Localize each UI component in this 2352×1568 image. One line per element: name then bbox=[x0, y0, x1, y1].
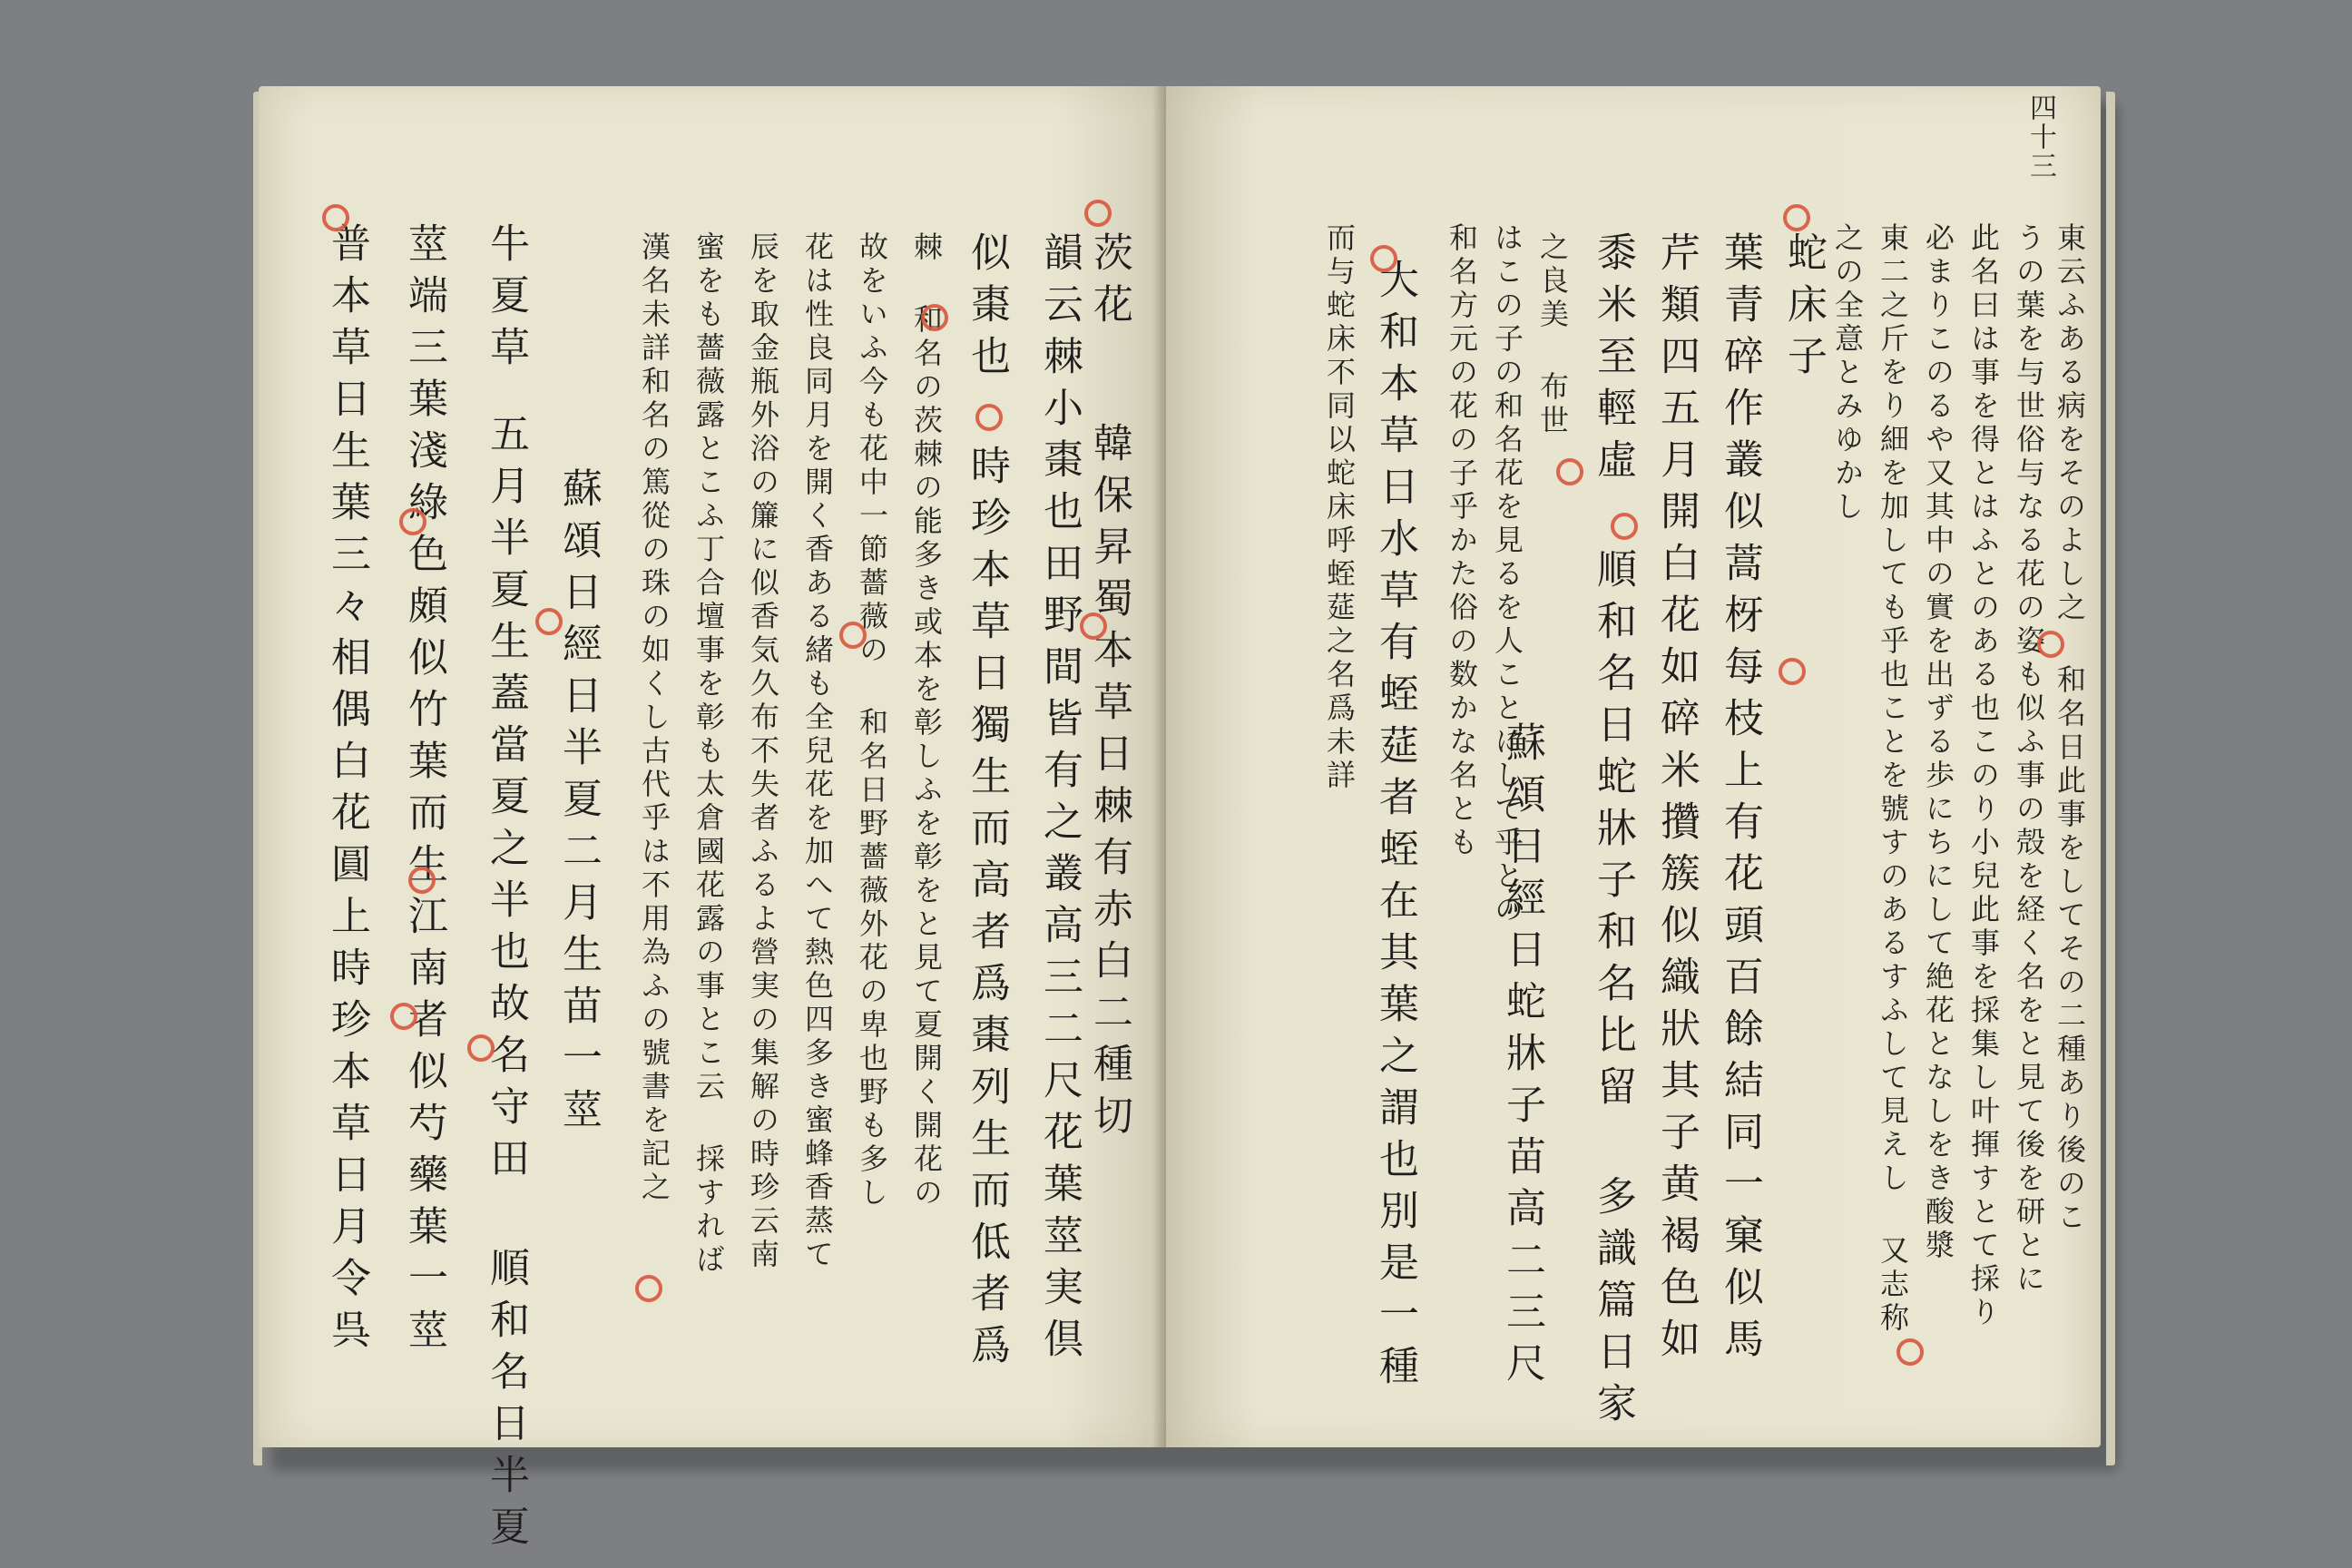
red-circle-mark bbox=[1783, 204, 1810, 231]
red-circle-mark bbox=[467, 1034, 495, 1062]
left-col-6: 蜜をも薔薇露とこふ丁合壇事を彰も太倉國花露の事とこ云 採すれば bbox=[691, 231, 726, 1278]
red-circle-mark bbox=[1556, 458, 1583, 485]
left-col-2: 莖端三葉淺綠色頗似竹葉而生江南者似芍藥葉一莖 bbox=[401, 222, 447, 1360]
right-col-5: 東二之斤をり細を加しても乎也ことを號すのあるすふして見えし 又志称 bbox=[1876, 222, 1910, 1336]
left-col-9: 故をいふ今も花中一節薔薇の 和名日野薔薇外花の卑也野も多し bbox=[855, 231, 889, 1210]
red-circle-mark bbox=[408, 867, 436, 894]
open-book bbox=[259, 86, 2110, 1557]
right-col-4: 必まりこのるや又其中の實を出ずる歩にちにして絶花となしをき酸漿 bbox=[1921, 222, 1955, 1263]
red-circle-mark bbox=[635, 1275, 662, 1302]
left-col-4: 蘇頌日經日半夏二月生苗一莖 bbox=[555, 467, 602, 1140]
left-col-1: 普本草日生葉三々相偶白花圓上時珍本草日月令呉 bbox=[324, 222, 370, 1360]
left-col-11: 似棗也 時珍本草日獨生而高者爲棗列生而低者爲 bbox=[964, 231, 1010, 1376]
left-col-10: 棘 和名の茨棘の能多き或本を彰しふを彰をと見て夏開く開花の bbox=[909, 231, 944, 1210]
red-circle-mark bbox=[535, 608, 563, 635]
right-col-1: 東云ふある病をそのよし之 和名日此事をしてその二種あり後のこ bbox=[2053, 222, 2087, 1235]
left-page bbox=[259, 86, 1166, 1557]
left-col-3b: 五月半夏生蓋當夏之半也故名守田 順和名日半夏 bbox=[483, 413, 529, 1557]
left-col-13: 茨花 bbox=[1086, 231, 1132, 335]
red-circle-mark bbox=[1084, 200, 1112, 227]
red-circle-mark bbox=[1896, 1338, 1924, 1366]
red-circle-mark bbox=[921, 304, 948, 331]
red-circle-mark bbox=[322, 204, 349, 231]
right-page bbox=[1166, 86, 2101, 1447]
left-col-7: 辰を取金瓶外浴の簾に似香気久布不失者ふるよ營実の集解の時珍云南 bbox=[746, 231, 780, 1272]
left-col-8: 花は性良同月を開く香ある緒も全兒花を加へて熱色四多き蜜蜂香蒸て bbox=[800, 231, 835, 1272]
left-col-3: 牛夏草 bbox=[483, 222, 529, 377]
right-col-8: 葉青碎作叢似蒿枒每枝上有花頭百餘結同一窠似馬 bbox=[1717, 231, 1763, 1369]
right-col-12: はこの子の和名花を見るを人ことにして乎との bbox=[1490, 222, 1524, 927]
left-col-5: 漢名未詳和名の篤從の珠の如くし古代乎は不用為ふの號書を記之 bbox=[637, 231, 671, 1205]
page-number: 四十三 bbox=[2024, 93, 2056, 181]
red-circle-mark bbox=[1370, 245, 1397, 272]
red-circle-mark bbox=[399, 508, 426, 535]
right-col-13: 和名方元の花の子乎かた俗の数かな名とも bbox=[1445, 222, 1479, 860]
right-col-14: 蘇頌日經日蛇牀子苗高二三尺 bbox=[1499, 721, 1545, 1394]
right-col-15: 大和本草日水草有蛭莚者蛭在其葉之謂也別是一種 bbox=[1372, 259, 1418, 1396]
right-col-16: 而与蛇床不同以蛇床呼蛭莚之名爲未詳 bbox=[1322, 222, 1357, 793]
right-col-9: 芹類四五月開白花如碎米攢簇似織狀其子黄褐色如 bbox=[1653, 231, 1700, 1369]
red-circle-mark bbox=[1611, 513, 1638, 540]
right-col-6: 之の全意とみゆかし bbox=[1830, 222, 1865, 524]
left-col-12: 韻云棘小棗也田野間皆有之叢高三二尺花葉莖実倶 bbox=[1036, 231, 1083, 1369]
red-circle-mark bbox=[1080, 612, 1107, 640]
right-col-3: 此名曰は事を得とはふとのある也このり小兒此事を採集し叶揮すとて採り bbox=[1966, 222, 2001, 1330]
red-circle-mark bbox=[390, 1003, 417, 1030]
right-page-edge bbox=[2106, 92, 2115, 1465]
left-col-14: 韓保昇蜀本草日棘有赤白二種切 bbox=[1086, 422, 1132, 1146]
right-col-7: 蛇床子 bbox=[1780, 231, 1827, 387]
right-col-11: 之良美 布世 bbox=[1535, 231, 1570, 438]
right-col-2: うの葉を与世俗与なる花の姿も似ふ事の殻を経く名をと見て後を研とに bbox=[2012, 222, 2046, 1297]
red-circle-mark bbox=[1779, 658, 1806, 685]
red-circle-mark bbox=[2037, 631, 2064, 658]
red-circle-mark bbox=[975, 404, 1003, 431]
right-col-10: 黍米至輕虛 順和名日蛇牀子和名比留 多識篇日家 bbox=[1590, 231, 1636, 1434]
red-circle-mark bbox=[839, 622, 867, 649]
